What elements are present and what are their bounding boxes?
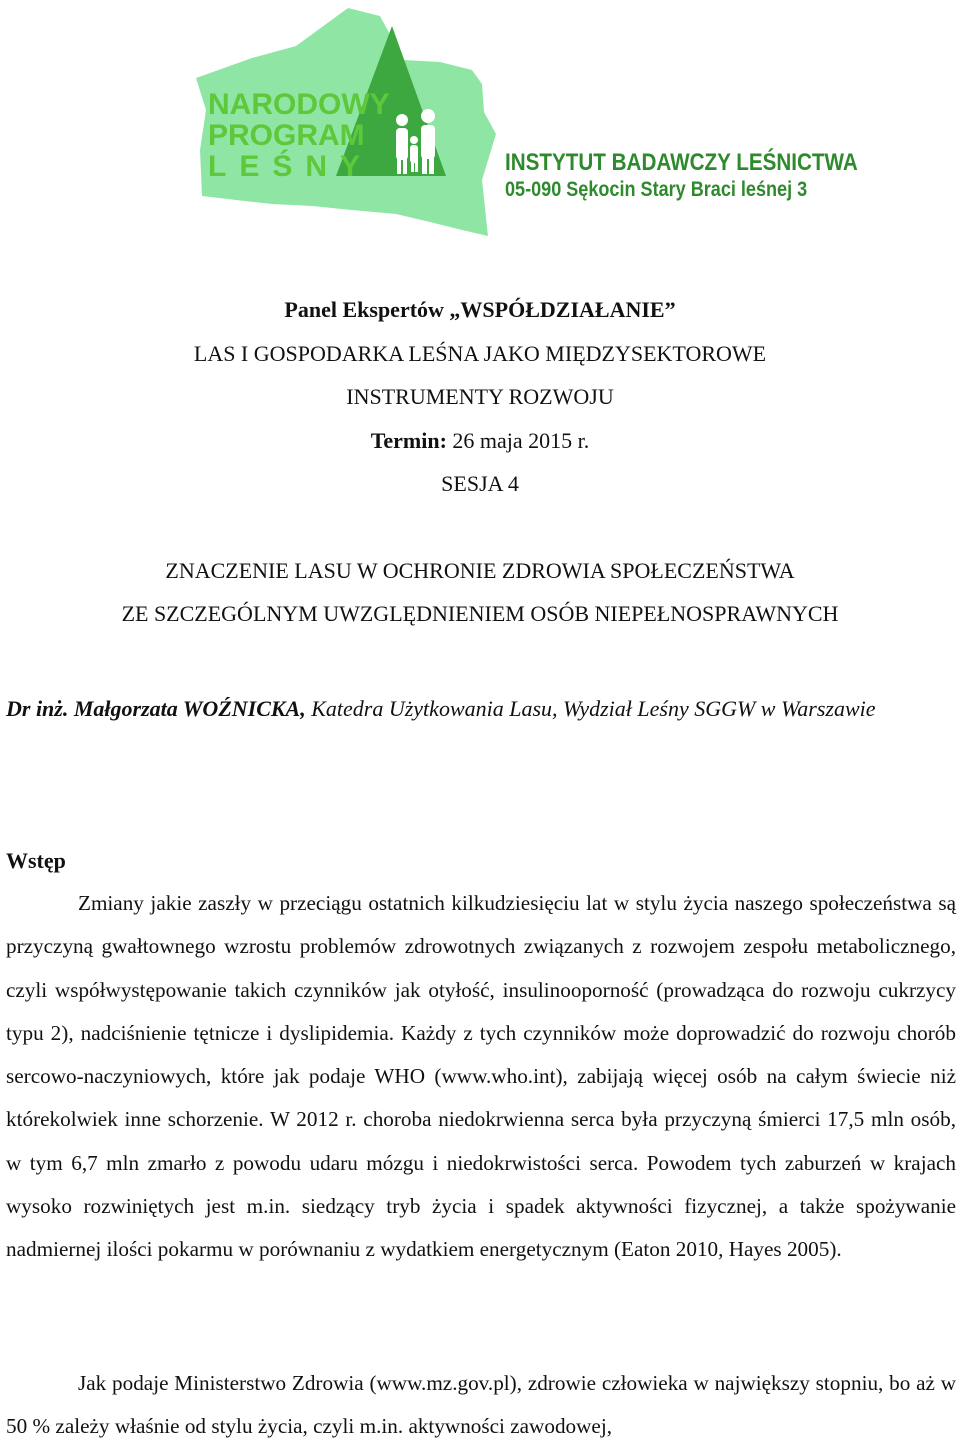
date-label: Termin: bbox=[370, 428, 447, 453]
institute-address: 05-090 Sękocin Stary Braci leśnej 3 bbox=[505, 178, 808, 201]
body-paragraph-2: Jak podaje Ministerstwo Zdrowia (www.mz.gov.pl), zdrowie człowieka w największy stopniu, bo aż w 50 % zależy właśnie od stylu życia, czyli m.in. aktywności zawodowej, bbox=[6, 1371, 956, 1439]
author-name: Dr inż. Małgorzata WOŹNICKA, bbox=[6, 696, 306, 721]
author-affiliation: Katedra Użytkowania Lasu, Wydział Leśny SGGW w Warszawie bbox=[305, 696, 876, 721]
date-line bbox=[0, 428, 960, 454]
talk-title-line-2: ZE SZCZEGÓLNYM UWZGLĘDNIENIEM OSÓB NIEPEŁNOSPRAWNYCH bbox=[121, 601, 839, 626]
talk-title-line-1: ZNACZENIE LASU W OCHRONIE ZDROWIA SPOŁECZEŃSTWA bbox=[165, 558, 795, 583]
institute-name: INSTYTUT BADAWCZY LEŚNICTWA bbox=[505, 149, 858, 176]
panel-title: Panel Ekspertów „WSPÓŁDZIAŁANIE” bbox=[284, 297, 676, 322]
session-label: SESJA 4 bbox=[441, 471, 519, 496]
body-paragraph-1: Zmiany jakie zaszły w przeciągu ostatnich kilkudziesięciu lat w stylu życia naszego społeczeństwa są przyczyną gwałtownego wzrostu problemów zdrowotnych związanych z rozwojem zespołu metabolicznego, czyli współwystępowanie takich czynników jak otyłość, insulinooporność (prowadząca do rozwoju cukrzycy typu 2), nadciśnienie tętnicze i dyslipidemia. Każdy z tych czynników może doprowadzić do rozwoju chorób sercowo-naczyniowych, które jak podaje WHO (www.who.int), zabijają więcej osób na całym świecie niż którekolwiek inne schorzenie. W 2012 r. choroba niedokrwienna serca była przyczyną śmierci 17,5 mln osób, w tym 6,7 mln zmarło z powodu udaru mózgu i niedokrwistości serca. Powodem tych zaburzeń w krajach wysoko rozwiniętych jest m.in. siedzący tryb życia i spadek aktywności fizycznej, a także spożywanie nadmiernej ilości pokarmu w porównaniu z wydatkiem energetycznym (Eaton 2010, Hayes 2005). bbox=[6, 891, 956, 1262]
logo-text-line-2: PROGRAM bbox=[208, 119, 365, 152]
conference-title-line-1: LAS I GOSPODARKA LEŚNA JAKO MIĘDZYSEKTOROWE bbox=[193, 341, 767, 366]
date-value: 26 maja 2015 r. bbox=[446, 428, 590, 453]
author-line bbox=[6, 687, 956, 730]
logo-text-line-1: NARODOWY bbox=[208, 88, 390, 121]
logo-text-line-3: LEŚNY bbox=[208, 150, 374, 183]
conference-title-line-2: INSTRUMENTY ROZWOJU bbox=[346, 384, 614, 409]
forest-program-logo-graphic bbox=[0, 0, 960, 250]
header-logo bbox=[0, 0, 960, 250]
section-heading: Wstęp bbox=[6, 848, 66, 873]
